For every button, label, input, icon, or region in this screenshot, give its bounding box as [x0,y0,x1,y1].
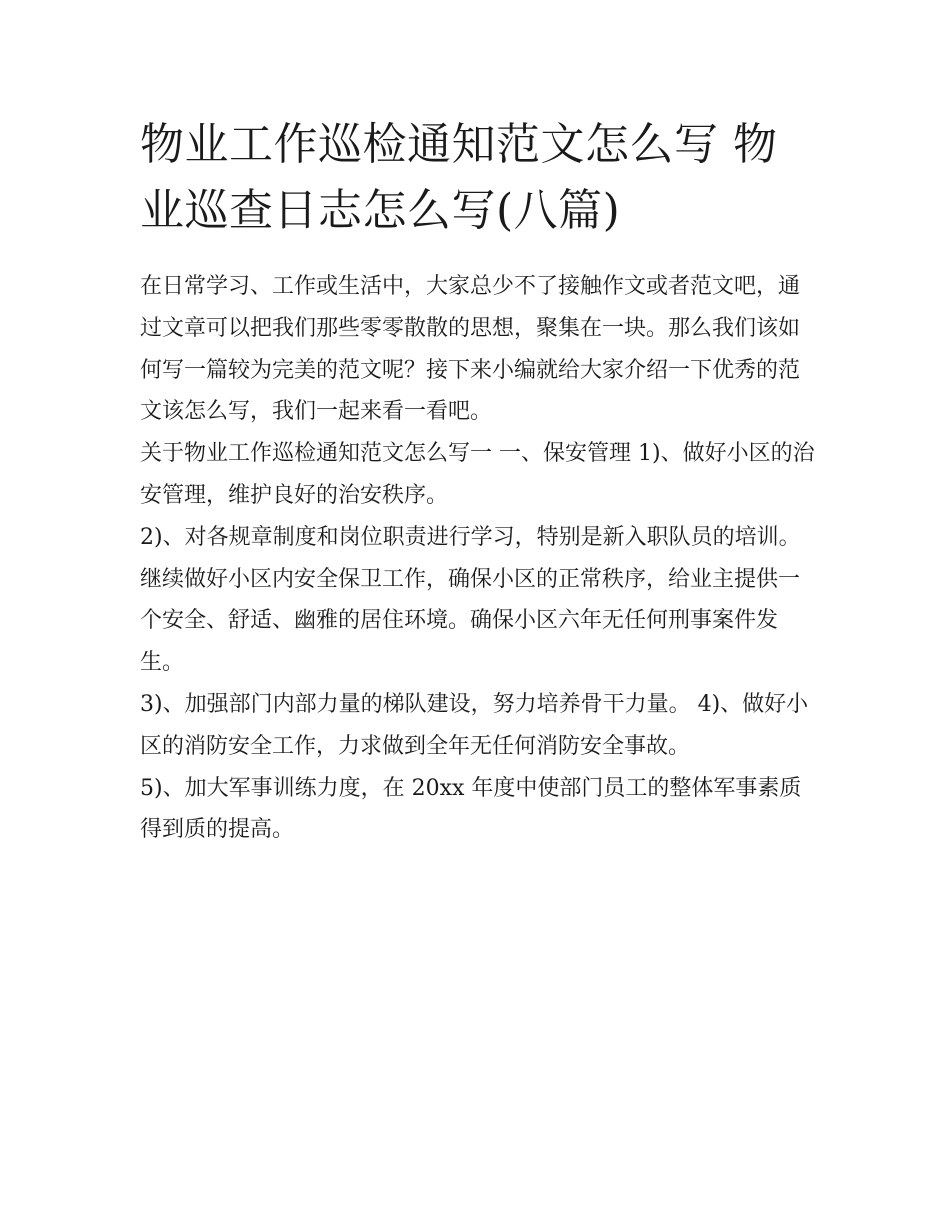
document-title: 物业工作巡检通知范文怎么写 物业巡查日志怎么写(八篇) [140,119,778,236]
security-management-paragraph: 关于物业工作巡检通知范文怎么写一 一、保安管理 1)、做好小区的治安管理，维护良好的治安秩序。 [140,441,815,508]
team-fire-safety-paragraph: 3)、加强部门内部力量的梯队建设，努力培养骨干力量。 4)、做好小区的消防安全工作，力求做到全年无任何消防安全事故。 [140,691,809,759]
document-page [140,112,820,851]
training-paragraph: 2)、对各规章制度和岗位职责进行学习，特别是新入职队员的培训。 [140,524,801,550]
military-training-paragraph: 5)、加大军事训练力度，在 20xx 年度中使部门员工的整体军事素质得到质的提高。 [140,775,802,843]
safety-paragraph: 继续做好小区内安全保卫工作，确保小区的正常秩序，给业主提供一个安全、舒适、幽雅的居住环境。确保小区六年无任何刑事案件发生。 [140,566,801,676]
intro-paragraph: 在日常学习、工作或生活中，大家总少不了接触作文或者范文吧，通过文章可以把我们那些零零散散的思想，聚集在一块。那么我们该如何写一篇较为完美的范文呢？接下来小编就给大家介绍一下优秀的范文该怎么写，我们一起来看一看吧。 [140,274,801,425]
